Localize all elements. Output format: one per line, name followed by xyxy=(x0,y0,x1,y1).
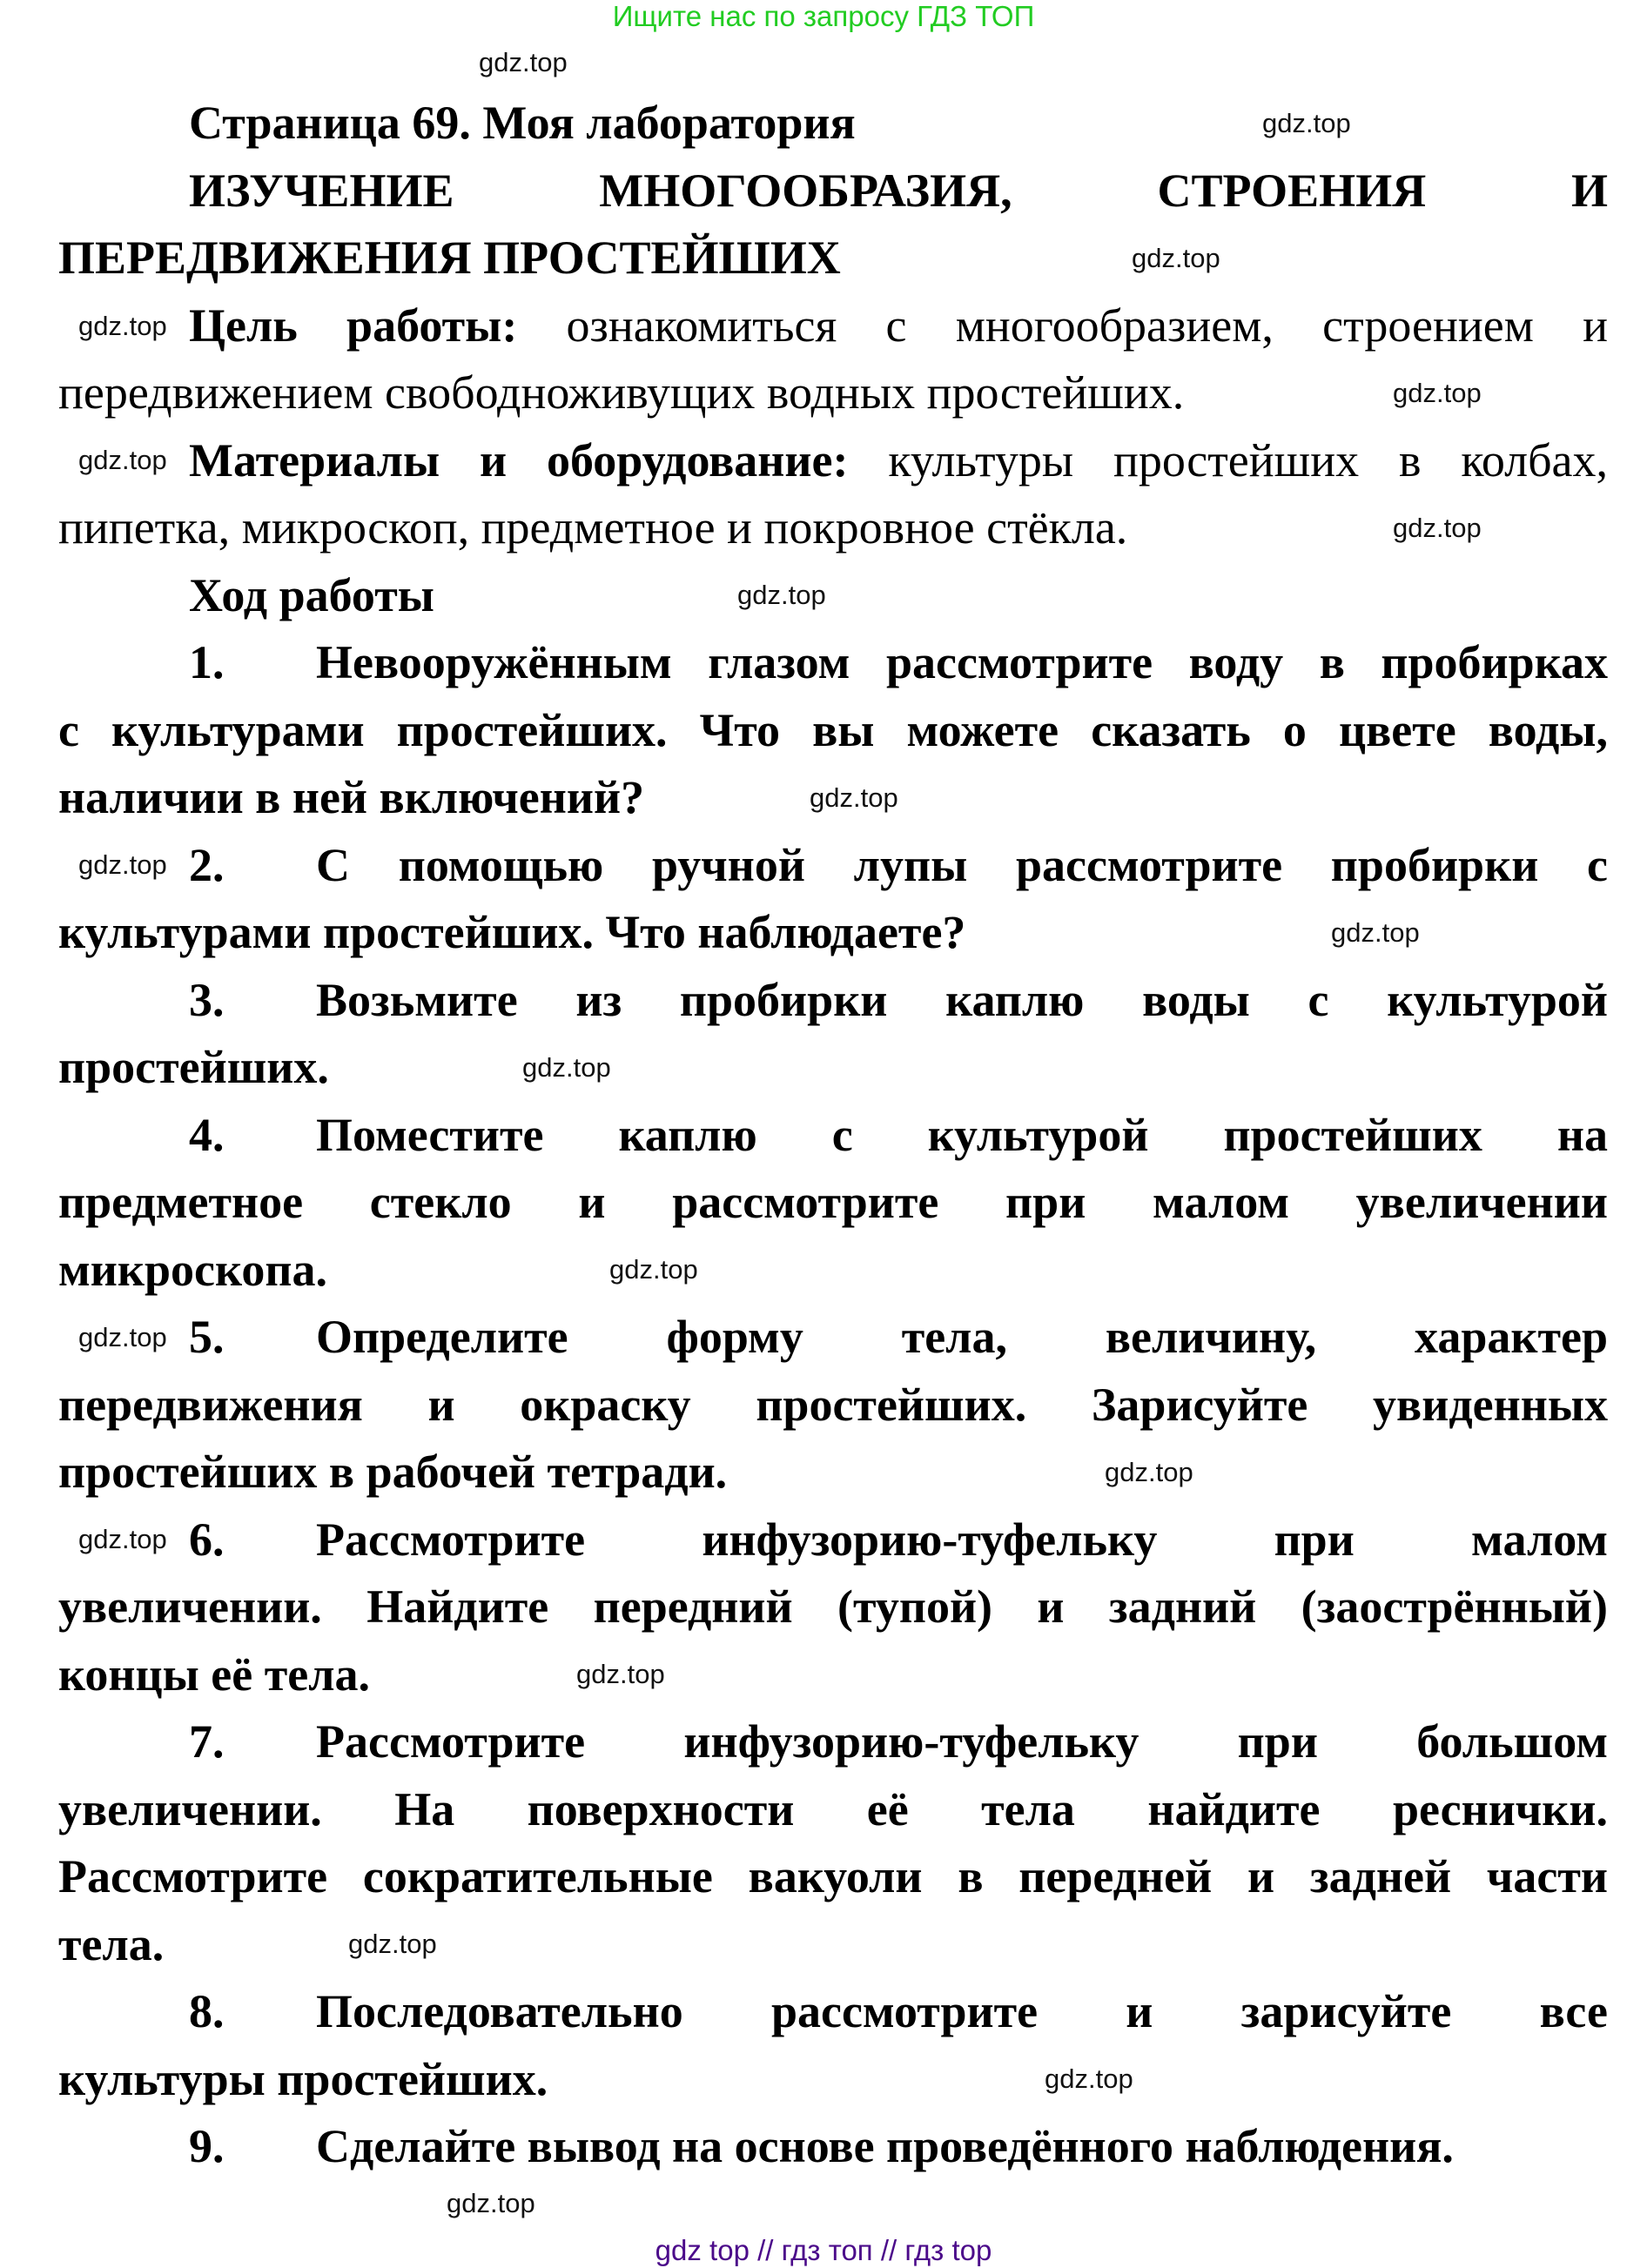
step-text: Рассмотрите сократительные вакуоли в передней и задней части xyxy=(58,1850,1608,1902)
step-number: 9. xyxy=(189,2120,225,2172)
watermark: gdz.top xyxy=(1105,1457,1193,1487)
step-line xyxy=(58,1843,1608,1911)
step-line xyxy=(58,1034,1608,1102)
step-text: предметное стекло и рассмотрите при малом увеличении xyxy=(58,1176,1608,1228)
step-text: Рассмотрите инфузорию-туфельку при большом xyxy=(316,1715,1608,1768)
step-line xyxy=(58,2113,1608,2181)
step-text: культурами простейших. Что наблюдаете? xyxy=(58,906,966,958)
step-text: Последовательно рассмотрите и зарисуйте все xyxy=(316,1985,1608,2037)
watermark: gdz.top xyxy=(609,1254,698,1285)
step-text: увеличении. На поверхности её тела найдите реснички. xyxy=(58,1782,1608,1835)
step-text: Рассмотрите инфузорию-туфельку при малом xyxy=(316,1513,1608,1566)
page-title: Страница 69. Моя лаборатория xyxy=(189,97,856,149)
step-number: 1. xyxy=(189,636,225,688)
step-line xyxy=(58,1776,1608,1844)
step-line xyxy=(58,1506,1608,1574)
footer-links[interactable]: gdz top // гдз топ // гдз top xyxy=(655,2234,992,2266)
materials-label: Материалы и оборудование: xyxy=(189,433,849,486)
step-item xyxy=(58,1506,1608,1709)
heading-line-2: ПЕРЕДВИЖЕНИЯ ПРОСТЕЙШИХ xyxy=(58,231,841,284)
step-text: культуры простейших. xyxy=(58,2052,548,2105)
watermark: gdz.top xyxy=(1045,2063,1133,2094)
step-item xyxy=(58,967,1608,1102)
step-line xyxy=(58,1574,1608,1641)
step-text: Поместите каплю с культурой простейших на xyxy=(316,1108,1608,1161)
step-line xyxy=(58,832,1608,900)
step-line xyxy=(58,1237,1608,1305)
step-number: 5. xyxy=(189,1311,225,1363)
step-line xyxy=(58,1911,1608,1979)
step-text: наличии в ней включений? xyxy=(58,771,645,823)
step-line xyxy=(58,1304,1608,1372)
materials-text: культуры простейших в колбах, xyxy=(888,433,1609,486)
watermark: gdz.top xyxy=(479,47,568,77)
goal-label: Цель работы: xyxy=(189,299,518,352)
step-item xyxy=(58,2113,1608,2181)
materials-line-1 xyxy=(58,427,1608,495)
step-text: С помощью ручной лупы рассмотрите пробирки с xyxy=(316,838,1608,891)
search-banner[interactable]: Ищите нас по запросу ГДЗ ТОП xyxy=(612,0,1035,32)
watermark: gdz.top xyxy=(1393,513,1482,543)
heading-line-1: ИЗУЧЕНИЕ МНОГООБРАЗИЯ, СТРОЕНИЯ И xyxy=(189,164,1608,217)
procedure-title: Ход работы xyxy=(189,568,434,621)
watermark: gdz.top xyxy=(1331,917,1420,948)
step-number: 6. xyxy=(189,1513,225,1566)
step-text: с культурами простейших. Что вы можете сказать о цвете воды, xyxy=(58,703,1608,756)
watermark: gdz.top xyxy=(522,1052,611,1083)
watermark: gdz.top xyxy=(576,1659,665,1689)
watermark: gdz.top xyxy=(447,2188,535,2218)
step-line xyxy=(58,1102,1608,1170)
watermark: gdz.top xyxy=(1393,378,1482,408)
step-text: Возьмите из пробирки каплю воды с культурой xyxy=(316,973,1608,1026)
watermark: gdz.top xyxy=(78,1322,167,1352)
step-number: 3. xyxy=(189,973,225,1026)
watermark: gdz.top xyxy=(78,1524,167,1554)
step-text: Определите форму тела, величину, характер xyxy=(316,1311,1608,1363)
steps-list xyxy=(58,629,1608,2181)
step-line xyxy=(58,1978,1608,2046)
step-item xyxy=(58,1708,1608,1978)
step-text: микроскопа. xyxy=(58,1243,328,1296)
step-line xyxy=(58,1169,1608,1237)
step-text: Сделайте вывод на основе проведённого наблюдения. xyxy=(316,2120,1454,2172)
watermark: gdz.top xyxy=(737,580,826,610)
goal-line-2: передвижением свободноживущих водных простейших. xyxy=(58,366,1185,419)
watermark: gdz.top xyxy=(348,1929,437,1959)
step-number: 7. xyxy=(189,1715,225,1768)
watermark: gdz.top xyxy=(78,311,167,341)
watermark: gdz.top xyxy=(78,849,167,880)
step-line xyxy=(58,629,1608,697)
step-text: Невооружённым глазом рассмотрите воду в пробирках xyxy=(316,636,1608,688)
step-number: 4. xyxy=(189,1108,225,1161)
goal-text: ознакомиться с многообразием, строением и xyxy=(566,299,1609,352)
step-line xyxy=(58,1641,1608,1709)
step-text: простейших в рабочей тетради. xyxy=(58,1446,728,1498)
watermark: gdz.top xyxy=(78,445,167,475)
document-body xyxy=(58,90,1608,2181)
materials-line-2: пипетка, микроскоп, предметное и покровное стёкла. xyxy=(58,501,1128,554)
watermark: gdz.top xyxy=(1132,243,1220,273)
step-number: 2. xyxy=(189,838,225,891)
watermark: gdz.top xyxy=(810,782,898,813)
step-number: 8. xyxy=(189,1985,225,2037)
step-text: простейших. xyxy=(58,1041,329,1093)
step-item xyxy=(58,1102,1608,1305)
step-text: увеличении. Найдите передний (тупой) и задний (заострённый) xyxy=(58,1580,1608,1633)
step-text: передвижения и окраску простейших. Зарисуйте увиденных xyxy=(58,1378,1608,1431)
step-line xyxy=(58,697,1608,765)
step-line xyxy=(58,1439,1608,1506)
step-line xyxy=(58,1708,1608,1776)
step-text: тела. xyxy=(58,1917,165,1970)
step-line xyxy=(58,2046,1608,2114)
step-item xyxy=(58,1978,1608,2113)
step-item xyxy=(58,1304,1608,1506)
step-line xyxy=(58,1372,1608,1439)
goal-line-1 xyxy=(58,292,1608,360)
step-text: концы её тела. xyxy=(58,1647,371,1701)
step-line xyxy=(58,967,1608,1035)
watermark: gdz.top xyxy=(1262,108,1351,138)
